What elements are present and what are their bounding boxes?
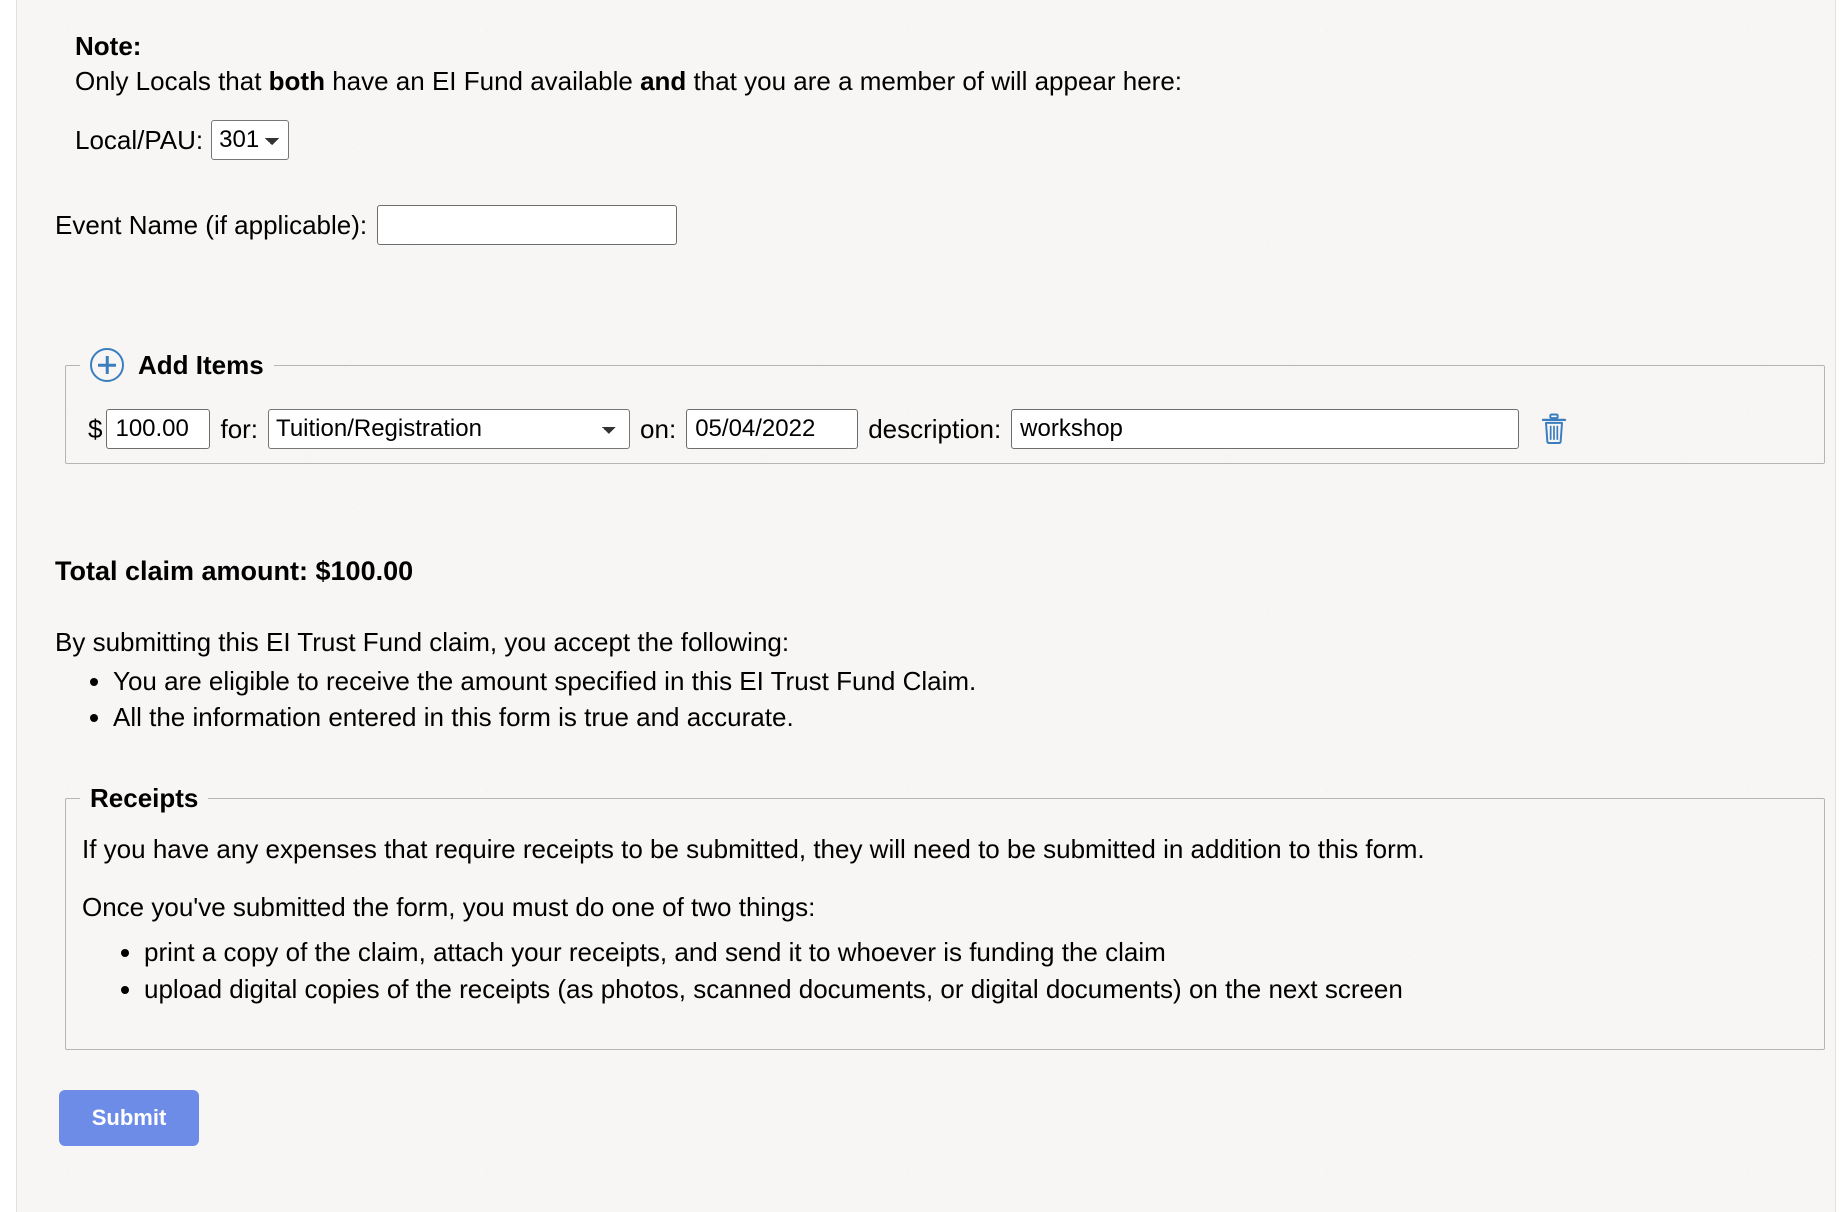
add-items-fieldset	[65, 348, 1825, 464]
item-description-input[interactable]	[1011, 409, 1519, 449]
list-item: • All the information entered in this form is true and accurate.	[113, 699, 1455, 735]
note-title: Note:	[75, 31, 142, 61]
total-claim-amount: Total claim amount: $100.00	[55, 556, 414, 586]
item-on-label: on:	[640, 414, 677, 444]
item-date-input[interactable]	[686, 409, 858, 449]
receipts-legend	[80, 782, 208, 814]
list-item: • upload digital copies of the receipts (as photos, scanned documents, or digital documents) on the next screen	[144, 971, 1804, 1008]
local-pau-select[interactable]	[211, 120, 289, 160]
receipts-paragraph-1: If you have any expenses that require receipts to be submitted, they will need to be submitted in addition to this form.	[82, 834, 1425, 864]
delete-item-button[interactable]	[1539, 413, 1569, 445]
receipts-body	[66, 814, 1824, 1008]
receipts-list	[82, 934, 1804, 1008]
note-block	[75, 30, 1575, 97]
acceptance-block	[55, 625, 1455, 735]
local-pau-row	[75, 120, 289, 160]
note-text-middle: have an EI Fund available	[324, 66, 641, 96]
receipts-fieldset	[65, 782, 1825, 1050]
acceptance-intro: By submitting this EI Trust Fund claim, you accept the following:	[55, 627, 790, 657]
note-text-bold-and: and	[640, 66, 687, 96]
acceptance-list	[55, 663, 1455, 735]
plus-circle-icon[interactable]	[90, 348, 124, 382]
trash-icon	[1539, 413, 1569, 445]
note-text-suffix: that you are a member of will appear here:	[686, 66, 1183, 96]
item-row	[88, 409, 1569, 449]
item-for-label: for:	[220, 414, 259, 444]
submit-button[interactable]: Submit	[59, 1090, 199, 1146]
add-items-legend	[80, 348, 274, 382]
event-name-label: Event Name (if applicable):	[55, 210, 368, 240]
currency-symbol: $	[88, 414, 103, 444]
receipts-legend-label: Receipts	[90, 783, 199, 813]
add-items-legend-label: Add Items	[138, 350, 264, 380]
local-pau-label: Local/PAU:	[75, 125, 204, 155]
item-category-select[interactable]	[268, 409, 630, 449]
note-text-prefix: Only Locals that	[75, 66, 269, 96]
note-text-bold-both: both	[268, 66, 325, 96]
item-amount-input[interactable]	[106, 409, 210, 449]
note-description	[75, 65, 1575, 97]
list-item: • You are eligible to receive the amount specified in this EI Trust Fund Claim.	[113, 663, 1455, 699]
receipts-paragraph-2: Once you've submitted the form, you must do one of two things:	[82, 892, 816, 922]
event-name-input[interactable]	[377, 205, 677, 245]
page-container	[16, 0, 1836, 1212]
list-item: • print a copy of the claim, attach your receipts, and send it to whoever is funding the claim	[144, 934, 1804, 971]
event-name-row	[55, 205, 677, 245]
item-description-label: description:	[868, 414, 1002, 444]
